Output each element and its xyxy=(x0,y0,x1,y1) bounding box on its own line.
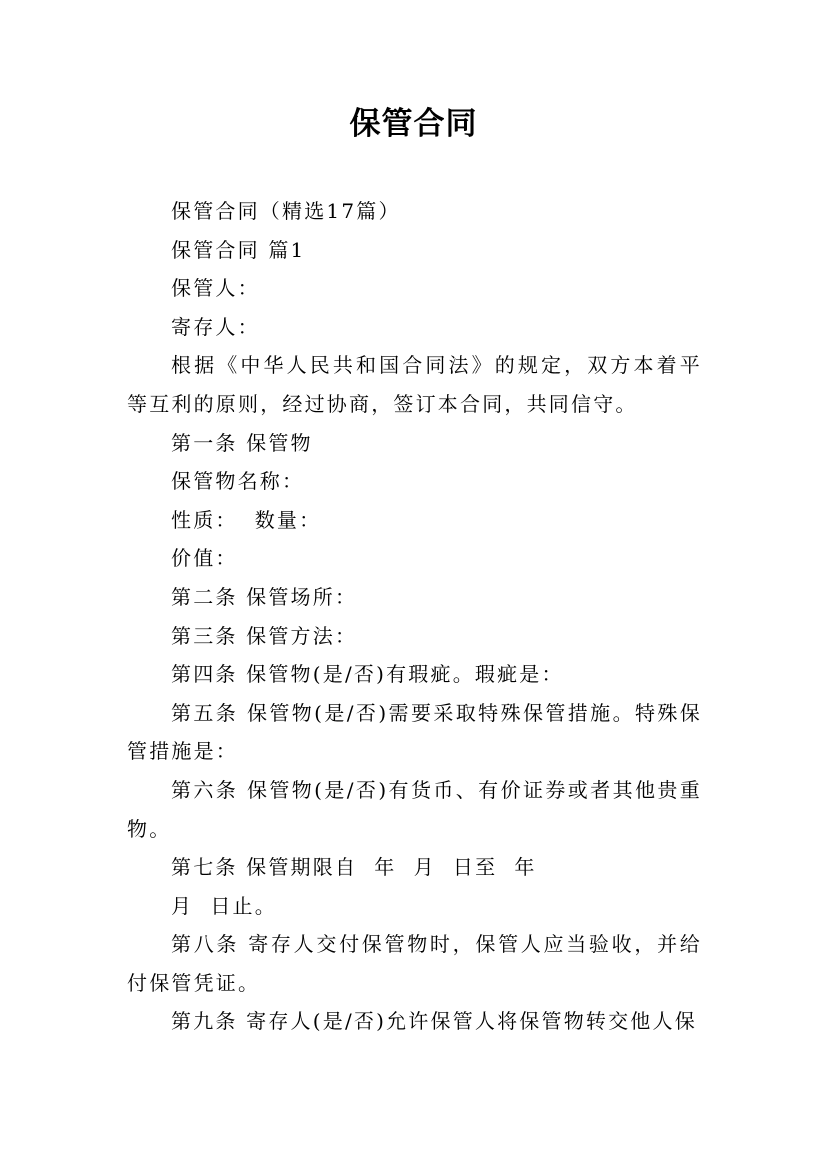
paragraph: 价值： xyxy=(171,546,238,571)
paragraph: 第八条 寄存人交付保管物时，保管人应当验收，并给付保管凭证。 xyxy=(127,932,702,995)
paragraph: 月 日止。 xyxy=(171,893,277,918)
paragraph: 保管合同（精选17篇） xyxy=(171,199,401,223)
document-title: 保管合同 xyxy=(349,106,478,142)
paragraph: 第七条 保管期限自 年 月 日至 年 xyxy=(171,855,537,880)
paragraph: 第九条 寄存人(是/否)允许保管人将保管物转交他人保 xyxy=(171,1009,697,1034)
paragraph: 性质： 数量： xyxy=(171,507,322,532)
paragraph: 第一条 保管物 xyxy=(171,430,313,455)
paragraph: 第三条 保管方法： xyxy=(171,623,358,648)
paragraph: 第五条 保管物(是/否)需要采取特殊保管措施。特殊保管措施是： xyxy=(127,700,702,764)
document-body xyxy=(127,192,702,1041)
paragraph: 第二条 保管场所： xyxy=(171,584,358,609)
paragraph: 第六条 保管物(是/否)有货币、有价证券或者其他贵重物。 xyxy=(127,777,702,841)
paragraph: 保管合同 篇1 xyxy=(171,237,306,262)
paragraph: 根据《中华人民共和国合同法》的规定，双方本着平等互利的原则，经过协商，签订本合同，共同信守。 xyxy=(127,353,702,416)
paragraph: 寄存人： xyxy=(171,314,260,339)
paragraph: 保管物名称： xyxy=(171,469,305,494)
paragraph: 保管人： xyxy=(171,276,260,301)
paragraph: 第四条 保管物(是/否)有瑕疵。瑕疵是： xyxy=(171,662,564,687)
